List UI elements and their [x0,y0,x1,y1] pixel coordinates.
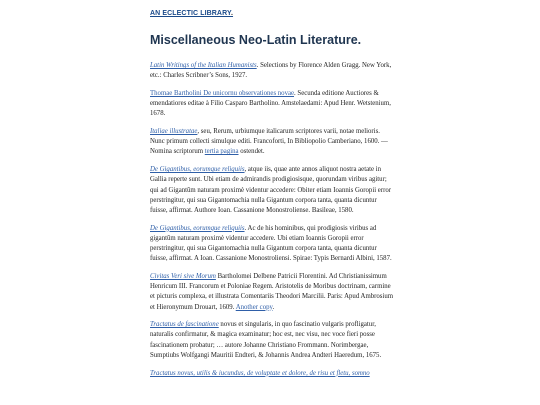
book-description-end: . [272,303,275,311]
book-link[interactable]: Civitas Veri sive Morum [150,272,216,280]
page-title: Miscellaneous Neo-Latin Literature. [150,33,362,47]
another-copy-link[interactable]: Another copy [235,303,273,311]
book-description: Bartholomei Delbene Patricii Florentini. Ad Christianissimum Henricum III. Francorum et Poloniae Regem. Aristotelis de Moribus doctrinam, carmine et picturis complexa, et illustrata Comentariis Theodori Marcilii. Paris: Apud Ambrosium et Hieronymum Drouart, 1609. [150,272,394,311]
book-description-end: ostendet. [238,148,265,156]
book-entry [150,89,395,120]
book-description: . Ac de his hominibus, qui prodigiosis viribus ad gigantūm naturam proximè videntur accedere. Ubi etiam Ioannis Goropii error perstringitur, qui sua Gigantomachia nulla Gigantum corpora tanta, quanta dicuntur fuisse, affirmat. A Ioan. Cassanione Monostroliensi. Spirae: Typis Bernardi Albini, 1587. [150,224,392,263]
book-link[interactable]: Latin Writings of the Italian Humanists [150,62,257,69]
book-link[interactable]: De Gigantibus, eorumque reliquiis [150,166,245,174]
book-link[interactable]: Tractatus novus, utilis & iucundus, de voluptate et dolore, de risu et fletu, somno [150,369,370,377]
contents-page-link[interactable]: tertia pagina [204,148,239,156]
book-entry [150,224,395,265]
book-entry [150,61,395,81]
book-description: , seu, Rerum, urbiumque italicarum scriptores varii, notae melioris. Nunc primum collecti simulque editi. Francoforti, In Bibliopolio Camberiano, 1600. —Nomina scriptorum [150,128,388,156]
content-column [150,0,395,386]
book-entry [150,320,395,361]
book-link[interactable]: Tractatus de fascinatione [150,321,219,329]
book-entry [150,272,395,313]
book-link[interactable]: Italiae illustratae [150,128,198,136]
book-description: , atque iis, quae ante annos aliquot nostra aetate in Gallia reperte sunt. Ubi etiam de admirandis prodigiosisque, quorundam viribus agitur; qui ad Gigantūm naturam proximè videntur accedere: Obiter etiam Ioannis Goropii error perstringitur, qui sua Gigantomachia nulla Gigantum corpora tanta, quanta dicuntur fuisse, affirmat. Authore Ioan. Cassanione Monostroliense. Basileae, 1580. [150,166,392,214]
book-description: . Selections by Florence Alden Gragg. New York, etc.: Charles Scribner’s Sons, 1927. [150,62,392,80]
book-link[interactable]: De Gigantibus, eorumque reliquiis [150,224,245,232]
book-description: . Secunda editione Auctiores & emendatiores editae à Filio Casparo Bartholino. Amstelaedami: Apud Henr. Wetstenium, 1678. [150,89,391,118]
site-home-link-text[interactable]: AN ECLECTIC LIBRARY [150,10,231,17]
site-link-period: . [230,10,234,17]
book-description: novus et singularis, in quo fascinatio vulgaris profligatur, naturalis confirmatur, & magica examinatur; hoc est, nec visu, nec voce fieri posse fascinationem probatur; … autore Johanne Christiano Frommann. Norimbergae, Sumptiubs Wolfgangi Mauritii Endteri, & Johannis Andrea Andteri Haeredum, 1675. [150,321,382,359]
book-entry [150,127,395,158]
book-entry [150,369,395,379]
book-entry [150,165,395,216]
site-home-link[interactable] [150,10,395,17]
book-link[interactable]: Thomae Bartholini De unicornu observationes novae [150,89,295,97]
